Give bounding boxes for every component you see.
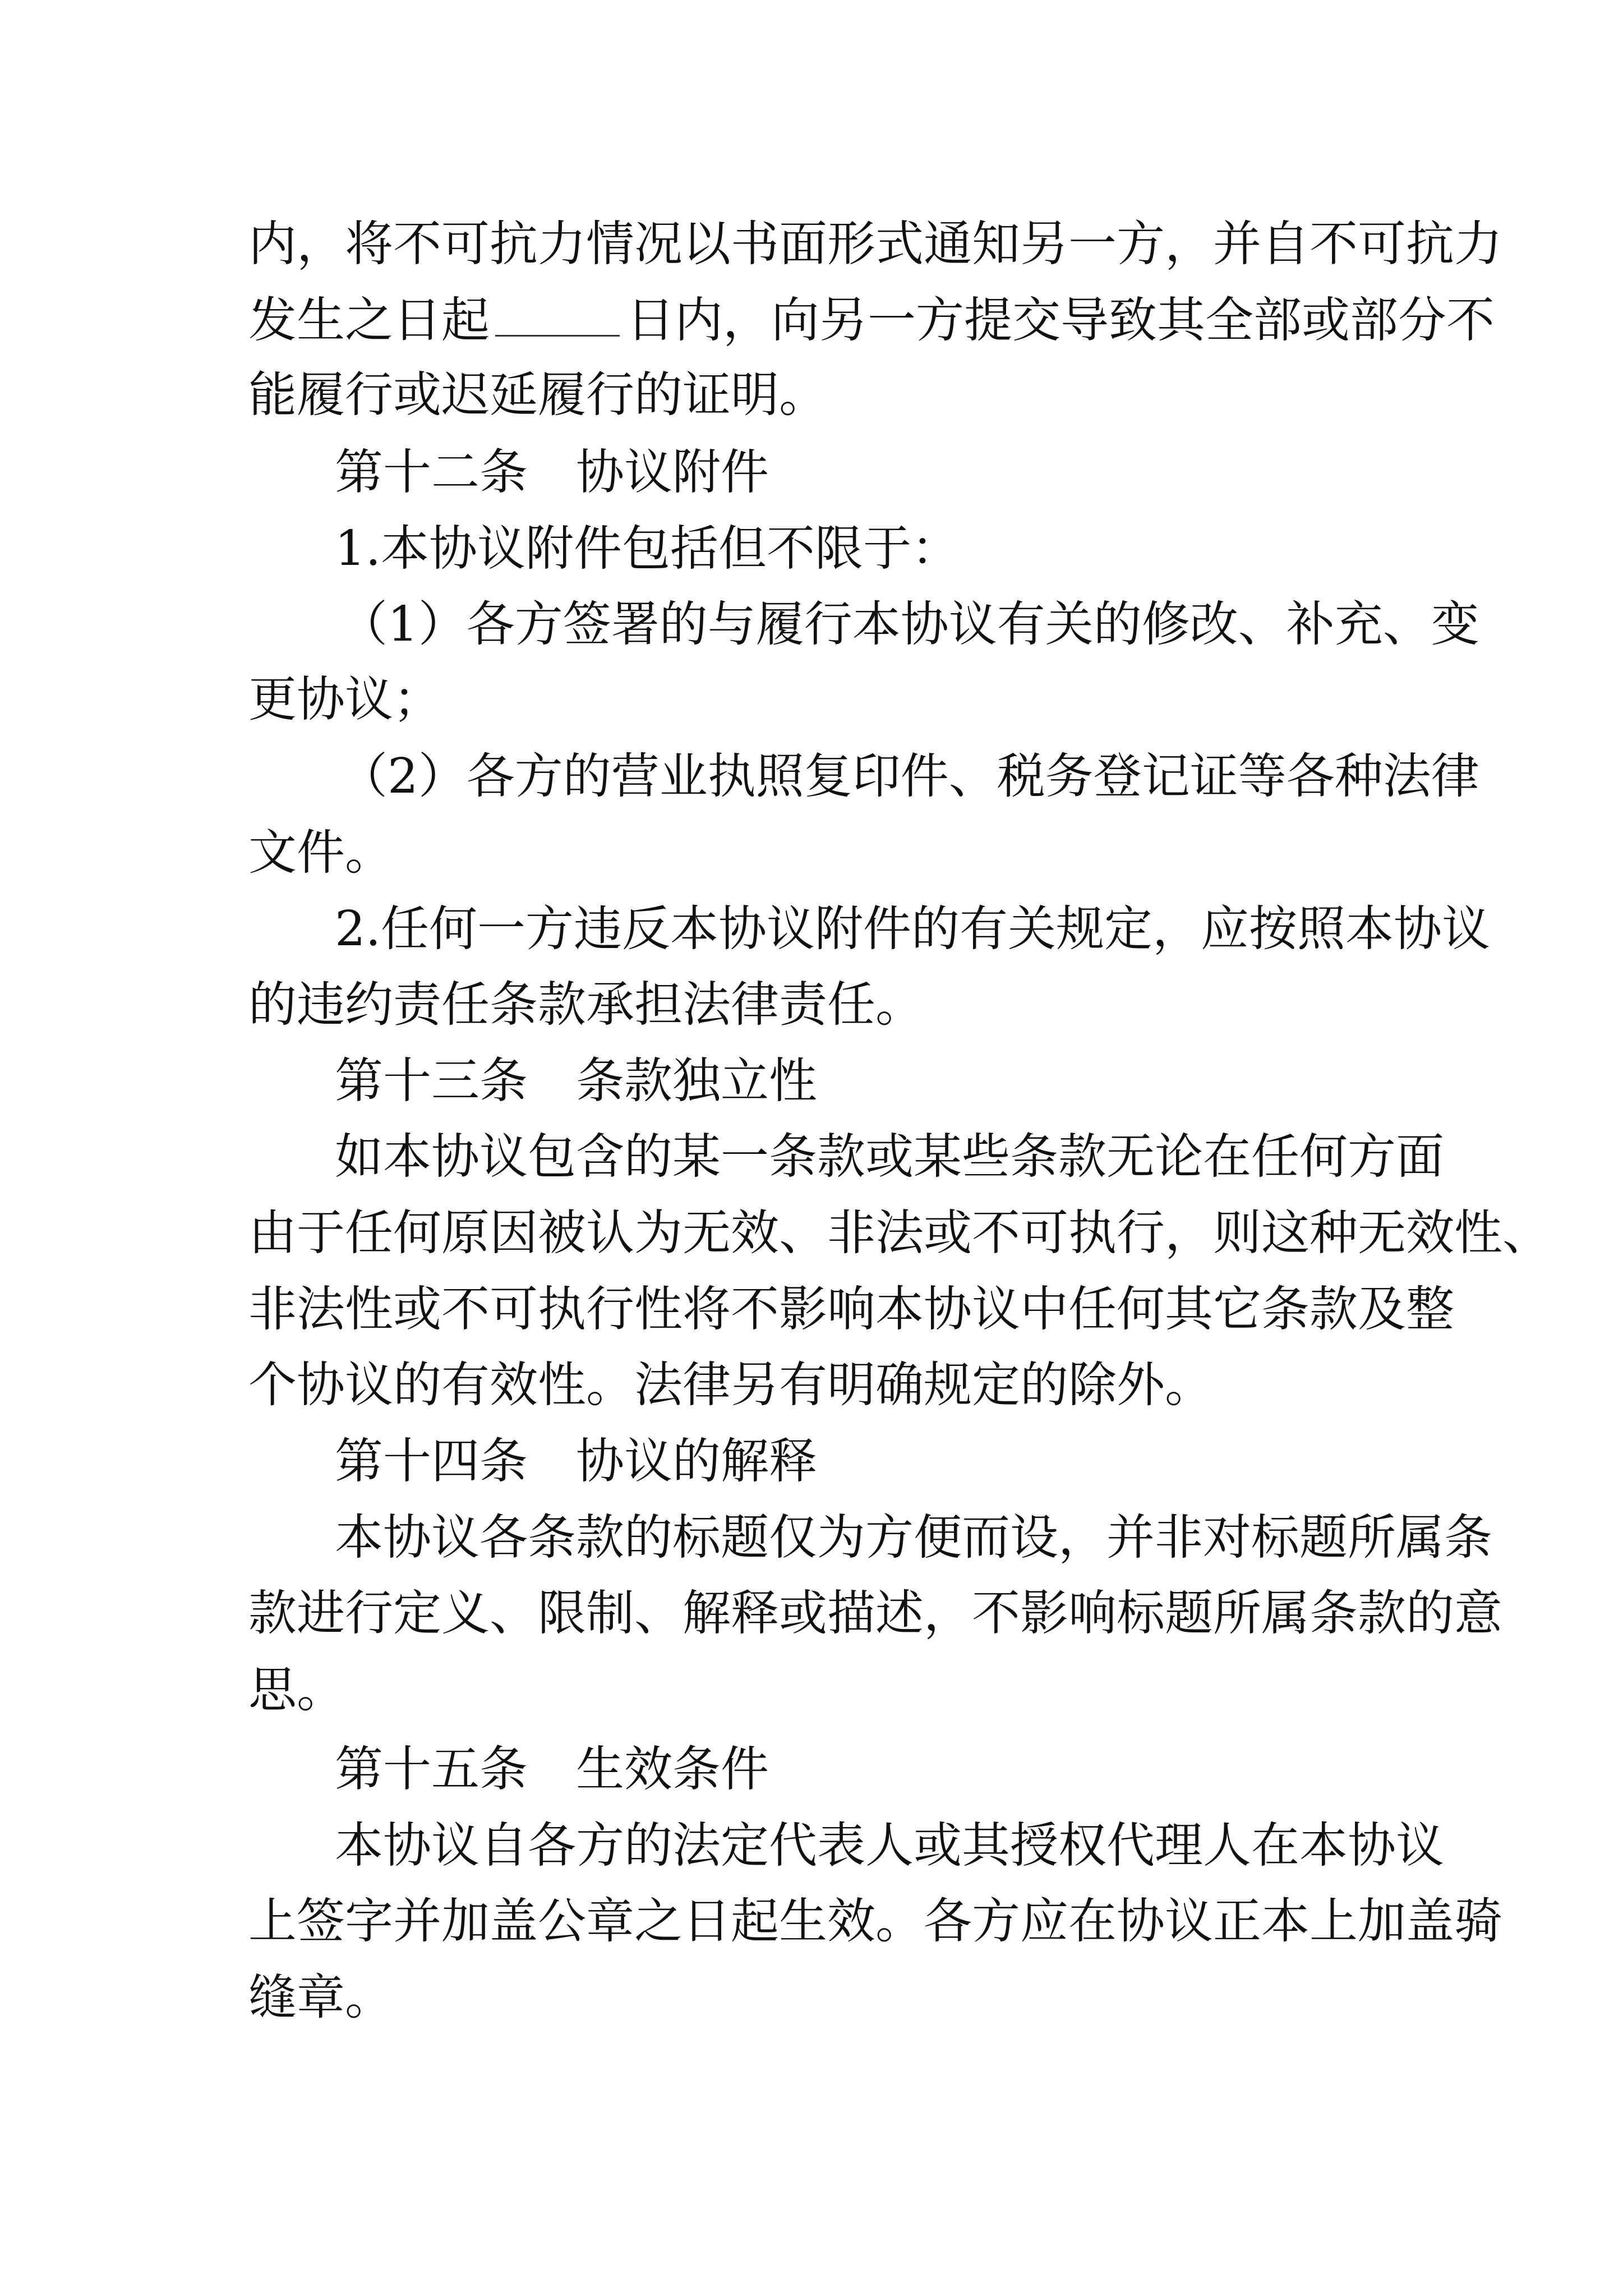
article-heading xyxy=(335,444,769,500)
paragraph-line: 款进行定义、限制、解释或描述，不影响标题所属条款的意 xyxy=(248,1585,1502,1641)
sub-list-item: （1）各方签署的与履行本协议有关的修改、补充、变 xyxy=(339,596,1479,652)
article-number: 第十四条 xyxy=(335,1433,528,1489)
paragraph-line: 思。 xyxy=(248,1662,345,1718)
paragraph-line: 如本协议包含的某一条款或某些条款无论在任何方面 xyxy=(335,1129,1444,1185)
article-heading xyxy=(335,1053,817,1109)
paragraph-line: 能履行或迟延履行的证明。 xyxy=(248,367,827,423)
paragraph-line: 的违约责任条款承担法律责任。 xyxy=(248,977,924,1033)
article-title: 协议附件 xyxy=(576,444,769,500)
article-heading xyxy=(335,1433,817,1489)
paragraph-line: 上签字并加盖公章之日起生效。各方应在协议正本上加盖骑 xyxy=(248,1893,1502,1949)
paragraph-line: 更协议； xyxy=(248,671,441,728)
paragraph-line xyxy=(248,292,1495,348)
paragraph-text: 日内，向另一方提交导致其全部或部分不 xyxy=(626,292,1495,348)
article-title: 生效条件 xyxy=(576,1741,769,1797)
paragraph-line: 内，将不可抗力情况以书面形式通知另一方，并自不可抗力 xyxy=(248,216,1502,272)
paragraph-line: 由于任何原因被认为无效、非法或不可执行，则这种无效性、 xyxy=(248,1205,1551,1261)
list-item: 2.任何一方违反本协议附件的有关规定，应按照本协议 xyxy=(335,901,1491,957)
list-item: 1.本协议附件包括但不限于： xyxy=(335,521,960,577)
article-title: 协议的解释 xyxy=(576,1433,817,1489)
article-number: 第十五条 xyxy=(335,1741,528,1797)
paragraph-line: 本协议各条款的标题仅为方便而设，并非对标题所属条 xyxy=(335,1510,1492,1566)
article-number: 第十二条 xyxy=(335,444,528,500)
paragraph-line: 缝章。 xyxy=(248,1970,393,2026)
paragraph-line: 文件。 xyxy=(248,825,393,881)
paragraph-text: 发生之日起 xyxy=(248,292,490,348)
article-heading xyxy=(335,1741,769,1797)
article-number: 第十三条 xyxy=(335,1053,528,1109)
sub-list-item: （2）各方的营业执照复印件、税务登记证等各种法律 xyxy=(339,748,1479,804)
paragraph-line: 非法性或不可执行性将不影响本协议中任何其它条款及整 xyxy=(248,1281,1454,1337)
fill-in-blank[interactable] xyxy=(495,296,620,337)
paragraph-line: 本协议自各方的法定代表人或其授权代理人在本协议 xyxy=(335,1818,1444,1874)
article-title: 条款独立性 xyxy=(576,1053,817,1109)
paragraph-line: 个协议的有效性。法律另有明确规定的除外。 xyxy=(248,1357,1213,1413)
